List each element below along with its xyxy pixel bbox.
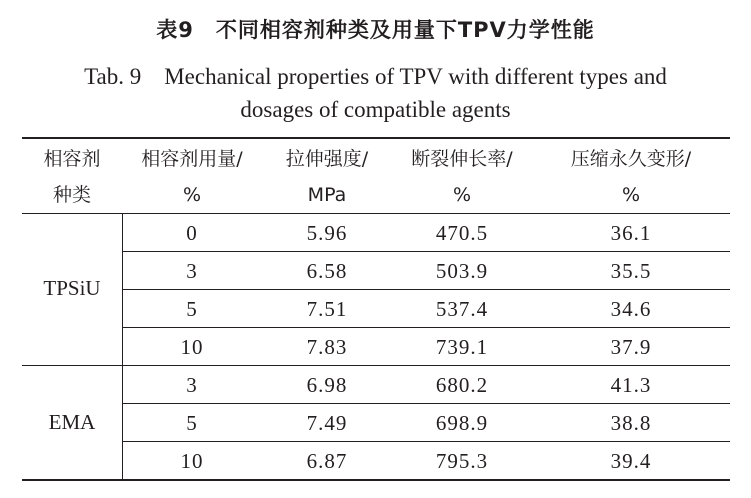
- cell-compression: 37.9: [610, 335, 652, 359]
- cell-tensile: 6.87: [306, 449, 348, 473]
- cell-compression: 36.1: [610, 221, 652, 245]
- cell-dosage: 0: [186, 221, 198, 245]
- cell-dosage: 5: [186, 411, 198, 435]
- header-elongation-at-break: 断裂伸长率/ %: [411, 148, 513, 206]
- header-compression-set: 压缩永久变形/ %: [570, 148, 692, 206]
- cell-elongation: 739.1: [435, 335, 489, 359]
- group-label-tpsiu: TPSiU: [43, 276, 101, 300]
- cell-dosage: 10: [180, 449, 204, 473]
- table-title-english-line1: Tab. 9 Mechanical properties of TPV with different types and: [84, 64, 667, 89]
- cell-tensile: 5.96: [306, 221, 348, 245]
- cell-tensile: 7.51: [306, 297, 348, 321]
- cell-elongation: 698.9: [435, 411, 489, 435]
- cell-tensile: 7.83: [306, 335, 348, 359]
- cell-compression: 39.4: [610, 449, 652, 473]
- cell-dosage: 3: [186, 259, 198, 283]
- table-title-chinese: 表9 不同相容剂种类及用量下TPV力学性能: [156, 18, 595, 42]
- cell-elongation: 680.2: [435, 373, 489, 397]
- cell-elongation: 503.9: [435, 259, 489, 283]
- group-label-ema: EMA: [48, 410, 96, 434]
- cell-dosage: 5: [186, 297, 198, 321]
- table-title-english-line2: dosages of compatible agents: [240, 97, 511, 122]
- cell-compression: 41.3: [610, 373, 652, 397]
- table-top-rule: [22, 137, 730, 139]
- header-compatibilizer-type: 相容剂 种类: [43, 148, 101, 206]
- cell-tensile: 6.98: [306, 373, 348, 397]
- cell-elongation: 470.5: [435, 221, 489, 245]
- cell-tensile: 7.49: [306, 411, 348, 435]
- cell-compression: 38.8: [610, 411, 652, 435]
- cell-dosage: 10: [180, 335, 204, 359]
- cell-compression: 34.6: [610, 297, 652, 321]
- cell-tensile: 6.58: [306, 259, 348, 283]
- cell-elongation: 795.3: [435, 449, 489, 473]
- cell-elongation: 537.4: [435, 297, 489, 321]
- cell-dosage: 3: [186, 373, 198, 397]
- cell-compression: 35.5: [610, 259, 652, 283]
- header-dosage: 相容剂用量/ %: [141, 148, 243, 206]
- header-tensile-strength: 拉伸强度/ MPa: [285, 148, 369, 206]
